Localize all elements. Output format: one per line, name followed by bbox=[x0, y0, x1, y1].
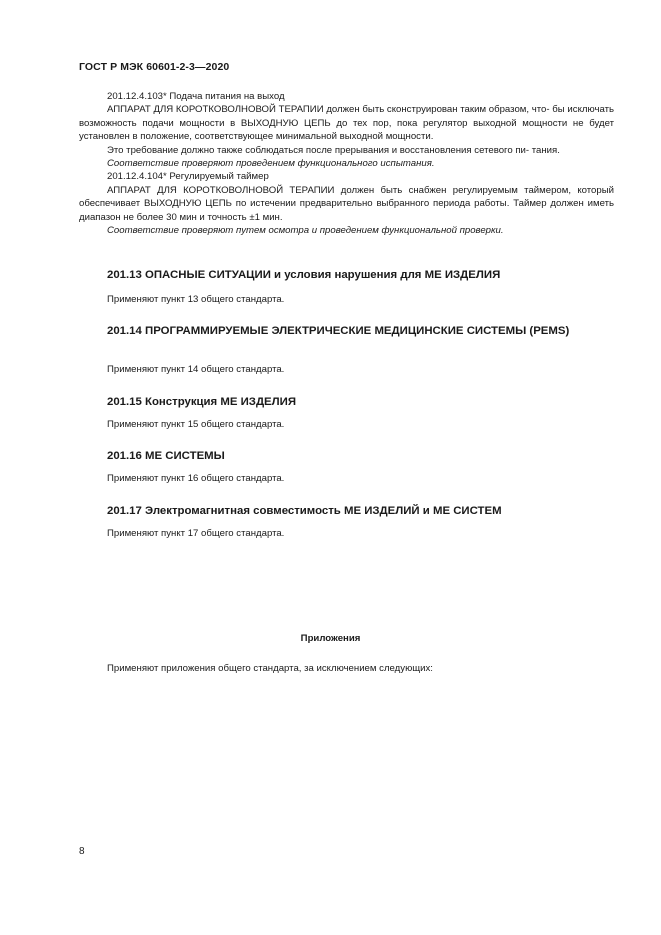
page-number: 8 bbox=[79, 846, 85, 857]
clause-text-block bbox=[79, 90, 614, 237]
section-201-17-text: Применяют пункт 17 общего стандарта. bbox=[107, 528, 285, 539]
annexes-title: Приложения bbox=[300, 633, 361, 644]
annexes-text: Применяют приложения общего стандарта, за исключением следующих: bbox=[107, 663, 433, 674]
clause-103-paragraph-1: АППАРАТ ДЛЯ КОРОТКОВОЛНОВОЙ ТЕРАПИИ должен быть сконструирован таким образом, что- бы исключать возможность подачи мощности в ВЫХОДНУЮ ЦЕПЬ до тех пор, пока регулятор выходной мощности не будет установлен в положение, соответствующее минимальной выходной мощности. bbox=[79, 104, 614, 143]
section-201-14-text: Применяют пункт 14 общего стандарта. bbox=[107, 364, 285, 375]
section-201-13-text: Применяют пункт 13 общего стандарта. bbox=[107, 294, 285, 305]
section-201-15-heading: 201.15 Конструкция МЕ ИЗДЕЛИЯ bbox=[107, 396, 297, 408]
section-201-16-heading: 201.16 МЕ СИСТЕМЫ bbox=[107, 450, 225, 462]
clause-103-compliance: Соответствие проверяют проведением функционального испытания. bbox=[107, 158, 435, 170]
clause-103-paragraph-2: Это требование должно также соблюдаться после прерывания и восстановления сетевого пи- тания. bbox=[107, 144, 560, 156]
clause-103-title: 201.12.4.103* Подача питания на выход bbox=[107, 91, 285, 102]
section-201-16-text: Применяют пункт 16 общего стандарта. bbox=[107, 473, 285, 484]
clause-104-compliance: Соответствие проверяют путем осмотра и проведением функциональной проверки. bbox=[107, 225, 504, 237]
section-201-13-heading: 201.13 ОПАСНЫЕ СИТУАЦИИ и условия нарушения для МЕ ИЗДЕЛИЯ bbox=[107, 269, 501, 281]
clause-104-paragraph-1: АППАРАТ ДЛЯ КОРОТКОВОЛНОВОЙ ТЕРАПИИ должен быть снабжен регулируемым таймером, который обеспечивает ВЫХОДНУЮ ЦЕПЬ по истечении предварительно выбранного периода работы. Таймер должен иметь диапазон не более 30 мин и точность ±1 мин. bbox=[79, 184, 614, 223]
section-201-14-heading: 201.14 ПРОГРАММИРУЕМЫЕ ЭЛЕКТРИЧЕСКИЕ МЕДИЦИНСКИЕ СИСТЕМЫ (PEMS) bbox=[107, 325, 570, 337]
clause-104-title: 201.12.4.104* Регулируемый таймер bbox=[107, 171, 269, 183]
section-201-17-heading: 201.17 Электромагнитная совместимость МЕ ИЗДЕЛИЙ и МЕ СИСТЕМ bbox=[107, 505, 502, 517]
section-201-15-text: Применяют пункт 15 общего стандарта. bbox=[107, 419, 285, 430]
document-id: ГОСТ Р МЭК 60601-2-3—2020 bbox=[79, 61, 230, 73]
